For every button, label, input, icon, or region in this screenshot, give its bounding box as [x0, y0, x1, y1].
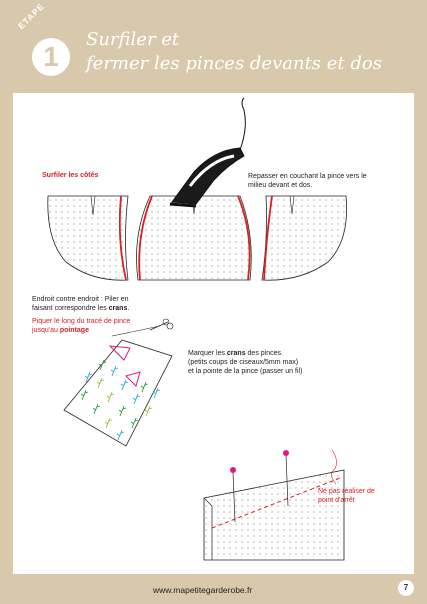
stitch-line-2-bold: pointage	[59, 327, 89, 334]
iron-icon	[170, 98, 245, 206]
stitch-instruction	[32, 317, 162, 335]
stitch-line-1: Piquer le long du tracé de pince	[32, 318, 131, 325]
step-number-badge: 1	[32, 38, 70, 76]
pin-instruction	[32, 295, 162, 313]
pin-line-2-bold: crans	[108, 305, 128, 312]
pinned-fabric	[64, 319, 173, 446]
no-backstitch-line-1: Ne pas réaliser de	[318, 488, 375, 495]
pin-line-2	[32, 304, 162, 313]
no-backstitch-note	[318, 487, 398, 505]
pin-line-1: Endroit contre endroit : Piler en	[32, 296, 129, 303]
pin-head-icon	[230, 467, 236, 473]
stitch-line-2-text: jusqu'au	[32, 327, 60, 334]
pin-head-icon	[283, 450, 289, 456]
overlock-label: Surfiler les côtés	[42, 172, 99, 179]
mark-line-3: et la pointe de la pince (passer un fil)	[188, 368, 303, 375]
pin-line-2-text: faisant correspondre les	[32, 305, 109, 312]
mark-line-2: (petits coups de ciseaux/5mm max)	[188, 359, 299, 366]
skirt-piece-front	[137, 196, 252, 280]
step-label: ETAPE	[16, 0, 47, 32]
title-line-1: Surfiler et	[86, 29, 180, 50]
title-line-2: fermer les pinces devants et dos	[86, 53, 382, 74]
skirt-piece-left	[48, 196, 128, 280]
mark-line-1	[188, 349, 358, 358]
mark-line-1-end: des pinces.	[245, 350, 283, 357]
dart-detail	[204, 450, 344, 560]
page-number: 7	[398, 580, 414, 596]
pin-line-2-end: .	[127, 305, 130, 312]
skirt-piece-right	[262, 196, 347, 280]
footer-url: www.mapetitegarderobe.fr	[153, 585, 253, 595]
no-backstitch-line-2: point d'arrêt	[318, 497, 355, 504]
press-label: Repasser en couchant la pince vers le milieu devant et dos.	[248, 173, 367, 189]
mark-line-1-bold: crans	[226, 350, 246, 357]
mark-line-1-text: Marquer les	[188, 350, 227, 357]
mark-instruction	[188, 349, 358, 376]
stitch-line-2	[32, 326, 162, 335]
